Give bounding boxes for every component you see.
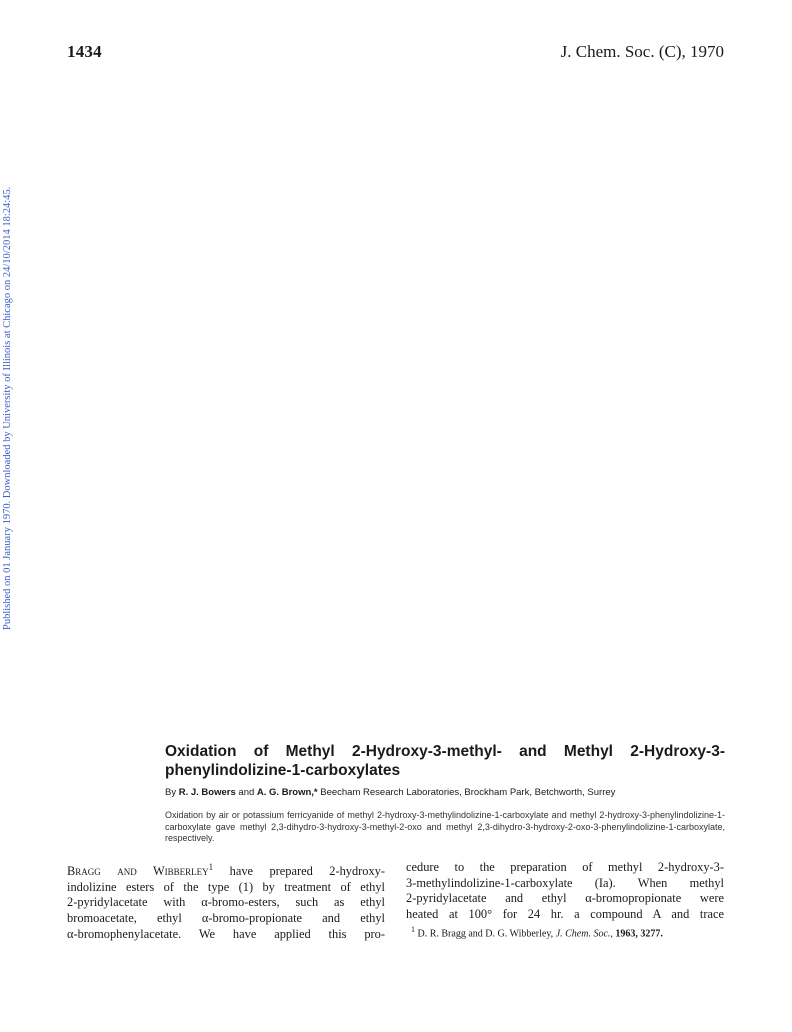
body-line: 2-pyridylacetate with α-bromo-esters, such as ethyl bbox=[67, 895, 385, 910]
lead-in: Bragg and Wibberley bbox=[67, 864, 209, 879]
body-line: 3-methylindolizine-1-carboxylate (Ia). When methyl bbox=[406, 875, 724, 890]
byline bbox=[165, 787, 725, 798]
body-line: Bragg and Wibberley$^1$ have prepared 2-hydroxy- bbox=[67, 862, 386, 879]
abstract: Oxidation by air or potassium ferricyanide of methyl 2-hydroxy-3-methylindolizine-1-carboxylate and methyl 2-hydroxy-3-phenylindolizine-1-carboxylate gave methyl 2,3-dihydro-3-hydroxy-3-methyl-2-oxo and methyl 2,3-dihydro-3-hydroxy-2-oxo-3-phenylindolizine-1-carboxylate, respectively. bbox=[165, 810, 725, 843]
footnote-year-volume: 1963, 3277. bbox=[615, 928, 663, 940]
body-line: indolizine esters of the type (1) by treatment of ethyl bbox=[67, 879, 385, 894]
byline-prefix: By bbox=[165, 787, 177, 798]
footnote-marker: 1 bbox=[411, 925, 415, 935]
footnote-authors: D. R. Bragg and D. G. Wibberley, bbox=[417, 928, 554, 940]
footnote-journal: J. Chem. Soc., bbox=[555, 928, 613, 940]
byline-and: and bbox=[238, 787, 255, 798]
body-column-left bbox=[67, 860, 385, 942]
body-line: cedure to the preparation of methyl 2-hydroxy-3- bbox=[406, 860, 724, 874]
body-column-right bbox=[406, 860, 724, 941]
reference-marker[interactable]: 1 bbox=[208, 862, 214, 872]
author-2: A. G. Brown,* bbox=[256, 787, 318, 798]
affiliation: Beecham Research Laboratories, Brockham Park, Betchworth, Surrey bbox=[320, 787, 616, 798]
footnote bbox=[406, 923, 724, 940]
body-line: α-bromophenylacetate. We have applied this pro- bbox=[67, 926, 385, 941]
body-line: bromoacetate, ethyl α-bromo-propionate and ethyl bbox=[67, 910, 385, 925]
download-notice[interactable]: Published on 01 January 1970. Downloaded by University of Illinois at Chicago on 24/10/2014 18:24:45. bbox=[2, 186, 13, 630]
journal-reference: J. Chem. Soc. (C), 1970 bbox=[560, 42, 724, 61]
body-line: heated at 100° for 24 hr. a compound A and trace bbox=[406, 906, 724, 921]
body-line: 2-pyridylacetate and ethyl α-bromopropionate were bbox=[406, 891, 724, 906]
page-number: 1434 bbox=[67, 42, 102, 61]
author-1: R. J. Bowers bbox=[178, 787, 236, 798]
article-title: Oxidation of Methyl 2-Hydroxy-3-methyl- and Methyl 2-Hydroxy-3-phenylindolizine-1-carboxylates bbox=[165, 743, 725, 779]
